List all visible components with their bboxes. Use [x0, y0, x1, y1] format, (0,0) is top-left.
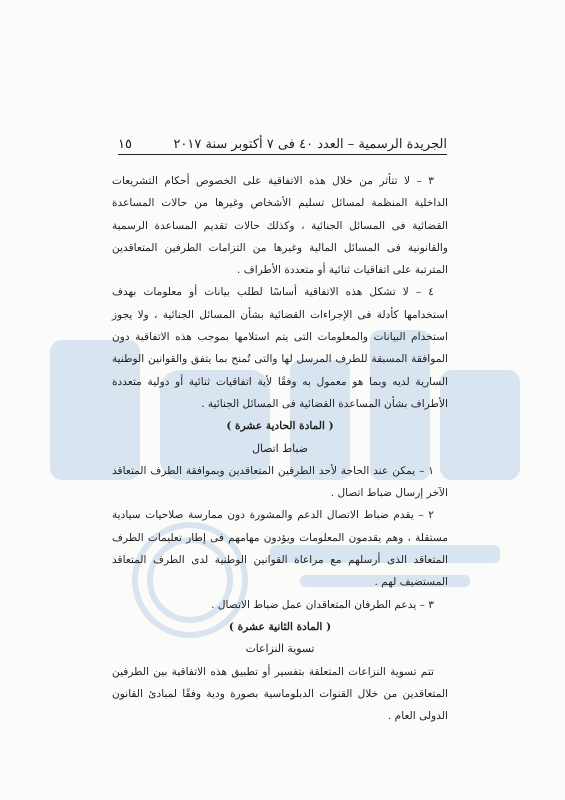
article-11-subtitle: ضباط اتصال — [252, 441, 308, 455]
article-11-clause-2: ٢ – يقدم ضباط الاتصال الدعم والمشورة دون ممارسة صلاحيات سيادية مستقلة ، وهم يقدمون المعلومات ويؤدون مهامهم فى إطار تعليمات الطرف المتعاقد الذى أرسلهم مع مراعاة القوانين الوطنية لدى الطرف المتعاقد المستضيف لهم . — [112, 509, 448, 589]
gazette-title: الجريدة الرسمية – العدد ٤٠ فى ٧ أكتوبر سنة ٢٠١٧ — [173, 137, 447, 152]
article-11-title: ( المادة الحادية عشرة ) — [226, 420, 334, 433]
article-11-clause-1: ١ – يمكن عند الحاجة لأحد الطرفين المتعاقدين وبموافقة الطرف المتعاقد الآخر إرسال ضباط اتصال . — [112, 464, 448, 500]
paragraph-item-3: ٣ – لا تتأثر من خلال هذه الاتفاقية على الخصوص أحكام التشريعات الداخلية المنظمة لمسائل تسليم الأشخاص وغيرها من حالات المساعدة القضائية فى المسائل الجنائية ، وكذلك حالات تقديم المساعدة الرسمية والقانونية فى المسائل المالية وغيرها من التزامات الطرفين المتعاقدين المترتبة على اتفاقيات ثنائية أو متعددة الأطراف . — [112, 175, 448, 277]
page-header — [118, 130, 447, 152]
article-12-text: تتم تسوية النزاعات المتعلقة بتفسير أو تطبيق هذه الاتفاقية بين الطرفين المتعاقدين من خلال القنوات الدبلوماسية بصورة ودية وفقًا لمبادئ القانون الدولى العام . — [112, 665, 448, 723]
article-12-title: ( المادة الثانية عشرة ) — [228, 620, 332, 633]
article-11-clause-3: ٣ – يدعم الطرفان المتعاقدان عمل ضباط الاتصال . — [211, 598, 434, 611]
document-body — [112, 170, 448, 727]
page-number: ١٥ — [118, 137, 132, 152]
header-divider — [118, 154, 447, 155]
paragraph-item-4: ٤ – لا تشكل هذه الاتفاقية أساسًا لطلب بيانات أو معلومات بهدف استخدامها كأدلة فى الإجراءات القضائية بشأن المسائل الجنائية ، ولا يجوز استخدام البيانات والمعلومات التى يتم استلامها بموجب هذه الاتفاقية دون الموافقة المسبقة للطرف المرسل لها والتى تُمنح بما يتفق والقوانين الوطنية السارية لديه وبما هو معمول به وفقًا لأية اتفاقيات ثنائية أو دولية متعددة الأطراف بشأن المساعدة القضائية فى المسائل الجنائية . — [112, 286, 448, 410]
article-12-subtitle: تسوية النزاعات — [245, 642, 315, 656]
